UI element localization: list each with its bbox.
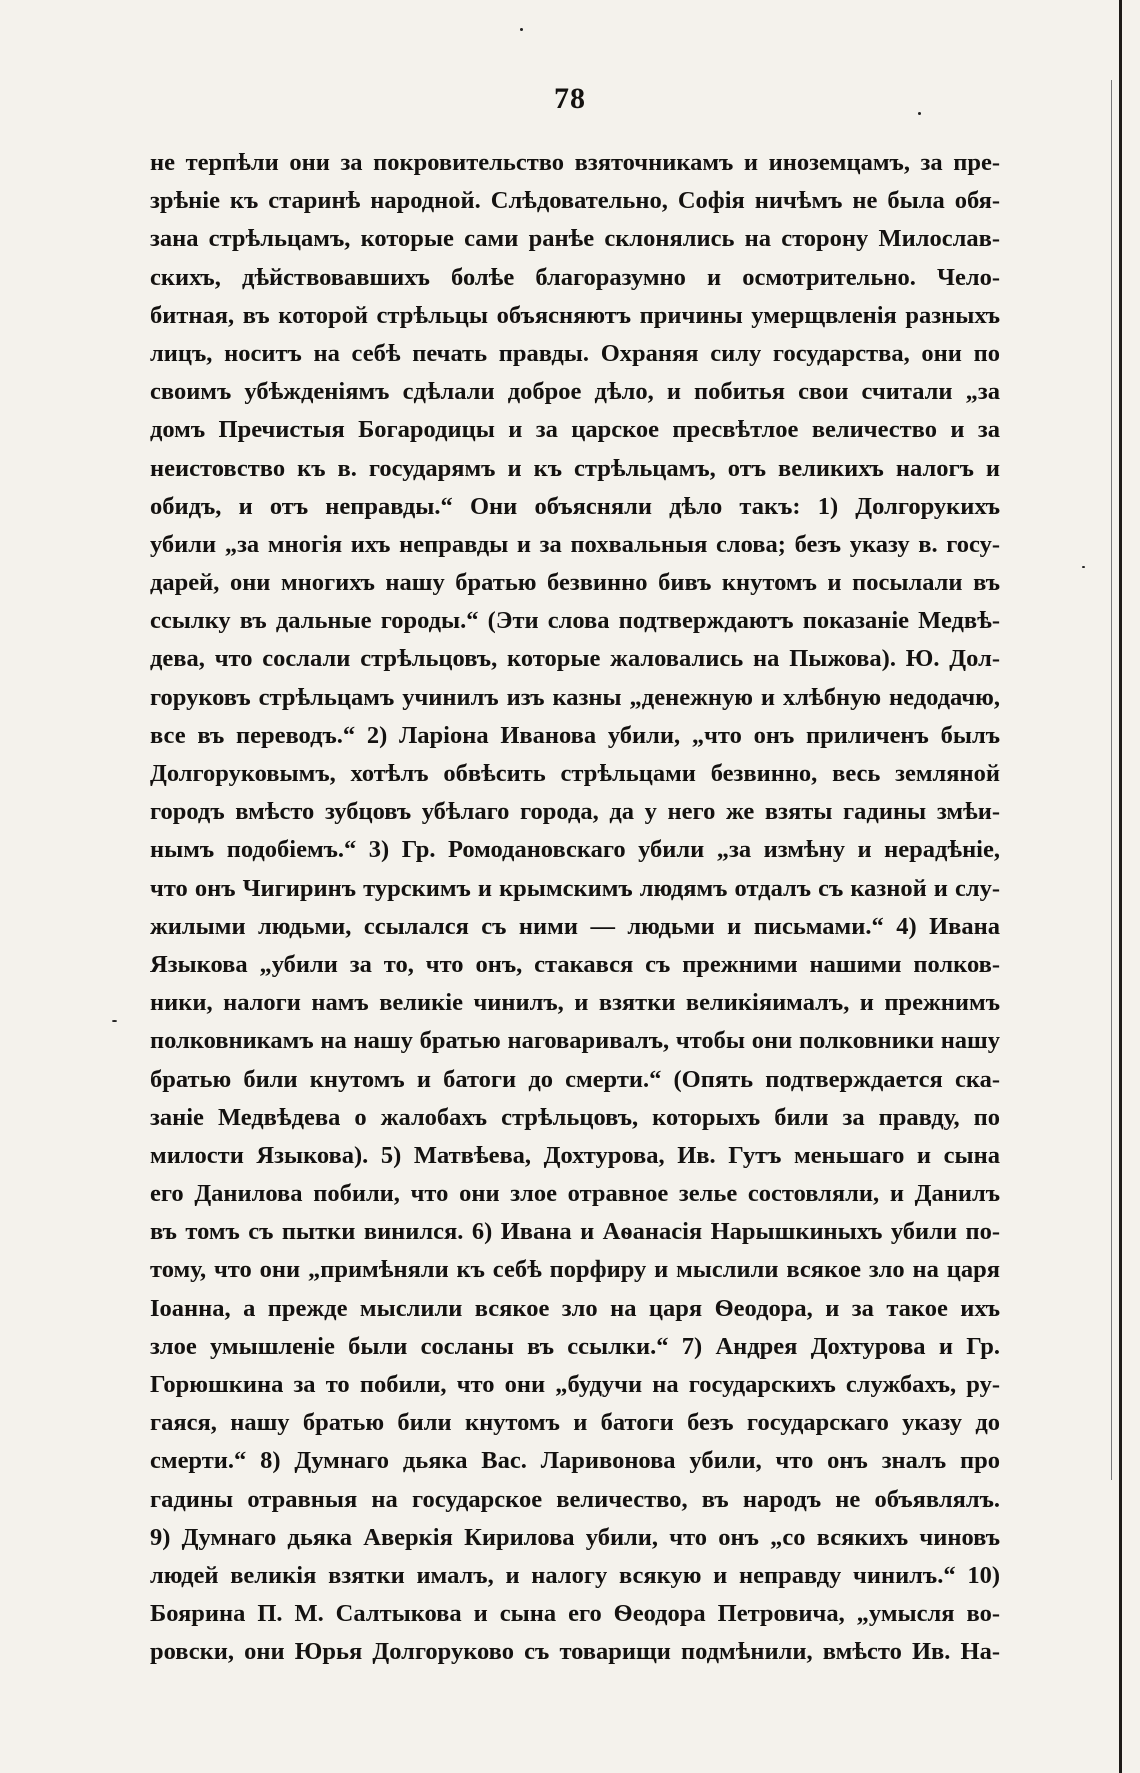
text-line: Долгоруковымъ, хотѣлъ обвѣсить стрѣльцами безвинно, весь земляной bbox=[150, 760, 1000, 787]
text-line: скихъ, дѣйствовавшихъ болѣе благоразумно и осмотрительно. Чело- bbox=[150, 263, 1000, 291]
text-line: гадины отравныя на государское величество, въ народъ не объявлялъ. bbox=[150, 1485, 1000, 1513]
text-line: смерти.“ 8) Думнаго дьяка Вас. Ларивонова убили, что онъ зналъ про bbox=[150, 1447, 1000, 1475]
text-line: нымъ подобіемъ.“ 3) Гр. Ромодановскаго убили „за измѣну и нерадѣніе, bbox=[150, 836, 1000, 864]
text-line: лицъ, носитъ на себѣ печать правды. Охраняя силу государства, они по bbox=[150, 339, 1000, 367]
text-line: милости Языкова). 5) Матвѣева, Дохтурова, Ив. Гутъ меньшаго и сына bbox=[150, 1141, 1000, 1169]
text-line: злое умышленіе были сосланы въ ссылки.“ 7) Андрея Дохтурова и Гр. bbox=[150, 1332, 1000, 1360]
print-speck bbox=[918, 112, 921, 115]
text-line: городъ вмѣсто зубцовъ убѣлаго города, да у него же взяты гадины змѣи- bbox=[150, 798, 1000, 826]
text-line: ссылку въ дальные городы.“ (Эти слова подтверждаютъ показаніе Медвѣ- bbox=[150, 607, 1000, 635]
text-line: все въ переводъ.“ 2) Ларіона Иванова убили, „что онъ приличенъ былъ bbox=[150, 721, 1000, 749]
text-line: что онъ Чигиринъ турскимъ и крымскимъ людямъ отдалъ съ казной и слу- bbox=[150, 874, 1000, 902]
text-line: своимъ убѣжденіямъ сдѣлали доброе дѣло, и побитья свои считали „за bbox=[150, 378, 1000, 406]
text-line: домъ Пречистыя Богародицы и за царское пресвѣтлое величество и за bbox=[150, 416, 1000, 444]
print-speck bbox=[112, 1020, 117, 1022]
text-line: зана стрѣльцамъ, которые сами ранѣе склонялись на сторону Милослав- bbox=[150, 225, 1000, 253]
text-line: его Данилова побили, что они злое отравное зелье состовляли, и Данилъ bbox=[150, 1180, 1000, 1208]
text-line: зрѣніе къ старинѣ народной. Слѣдовательно, Софія ничѣмъ не была обя- bbox=[150, 187, 1000, 215]
page-edge-shadow bbox=[1119, 0, 1122, 1773]
text-line: дарей, они многихъ нашу братью безвинно бивъ кнутомъ и посылали въ bbox=[150, 569, 1000, 597]
text-line: Боярина П. М. Салтыкова и сына его Ѳеодора Петровича, „умысля во- bbox=[150, 1600, 1000, 1628]
text-line: горуковъ стрѣльцамъ учинилъ изъ казны „денежную и хлѣбную недодачю, bbox=[150, 683, 1000, 711]
text-line: 9) Думнаго дьяка Аверкія Кирилова убили, что онъ „со всякихъ чиновъ bbox=[150, 1523, 1000, 1551]
text-line: убили „за многія ихъ неправды и за похвальныя слова; безъ указу в. госу- bbox=[150, 530, 1000, 558]
text-line: неистовство къ в. государямъ и къ стрѣльцамъ, отъ великихъ налогъ и bbox=[150, 454, 1000, 482]
text-line: Іоанна, а прежде мыслили всякое зло на царя Ѳеодора, и за такое ихъ bbox=[150, 1294, 1000, 1322]
print-speck bbox=[520, 28, 523, 31]
text-line: дева, что сослали стрѣльцовъ, которые жаловались на Пыжова). Ю. Дол- bbox=[150, 645, 1000, 673]
text-line: братью били кнутомъ и батоги до смерти.“ (Опять подтверждается ска- bbox=[150, 1065, 1000, 1093]
print-speck bbox=[1082, 566, 1085, 568]
page-edge-line bbox=[1111, 80, 1112, 1480]
text-line: битная, въ которой стрѣльцы объясняютъ причины умерщвленія разныхъ bbox=[150, 301, 1000, 329]
body-text bbox=[150, 144, 1000, 1672]
text-line: тому, что они „примѣняли къ себѣ порфиру и мыслили всякое зло на царя bbox=[150, 1256, 1000, 1284]
text-line: людей великія взятки ималъ, и налогу всякую и неправду чинилъ.“ 10) bbox=[150, 1561, 1000, 1589]
text-line: полковникамъ на нашу братью наговаривалъ, чтобы они полковники нашу bbox=[150, 1027, 1000, 1055]
text-line: заніе Медвѣдева о жалобахъ стрѣльцовъ, которыхъ били за правду, по bbox=[150, 1103, 1000, 1131]
text-line: ники, налоги намъ великіе чинилъ, и взятки великіяималъ, и прежнимъ bbox=[150, 989, 1000, 1017]
text-line: въ томъ съ пытки винился. 6) Ивана и Аѳанасія Нарышкиныхъ убили по- bbox=[150, 1218, 1000, 1246]
text-line: жилыми людьми, ссылался съ ними — людьми и письмами.“ 4) Ивана bbox=[150, 912, 1000, 940]
text-line: Языкова „убили за то, что онъ, стакався съ прежними нашими полков- bbox=[150, 950, 1000, 978]
text-line: гаяся, нашу братью били кнутомъ и батоги безъ государскаго указу до bbox=[150, 1409, 1000, 1437]
text-line: Горюшкина за то побили, что они „будучи на государскихъ службахъ, ру- bbox=[150, 1371, 1000, 1398]
text-line: обидъ, и отъ неправды.“ Они объясняли дѣло такъ: 1) Долгорукихъ bbox=[150, 492, 1000, 520]
text-line: не терпѣли они за покровительство взяточникамъ и иноземцамъ, за пре- bbox=[150, 149, 1000, 176]
page-number: 78 bbox=[554, 82, 586, 115]
text-line: ровски, они Юрья Долгоруково съ товарищи подмѣнили, вмѣсто Ив. На- bbox=[150, 1638, 1000, 1666]
